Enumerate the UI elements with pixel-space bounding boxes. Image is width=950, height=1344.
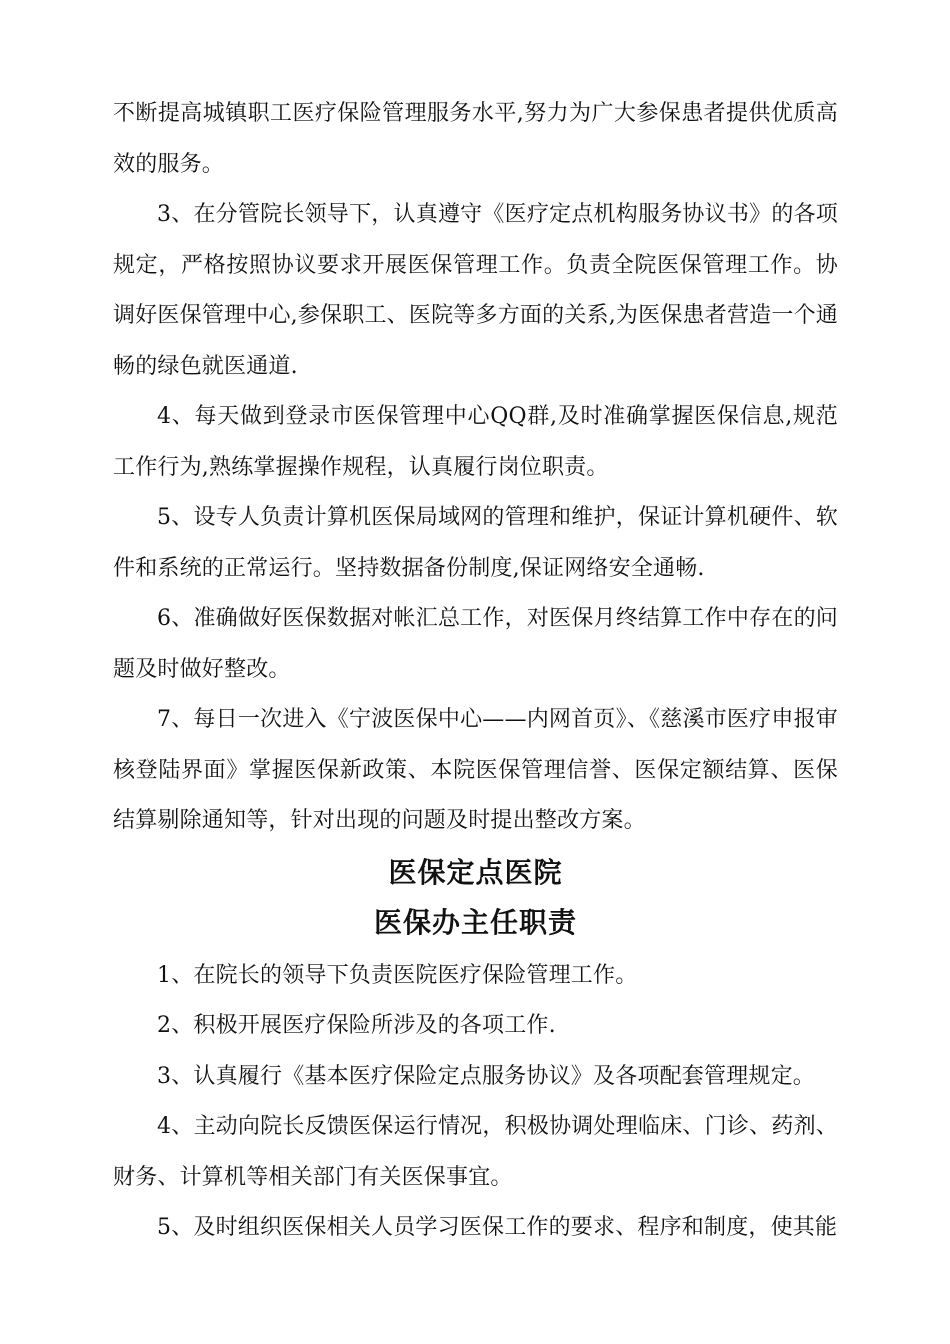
paragraph-item-6: 6、准确做好医保数据对帐汇总工作，对医保月终结算工作中存在的问题及时做好整改。 [113,606,838,682]
paragraph-continuation: 不断提高城镇职工医疗保险管理服务水平,努力为广大参保患者提供优质高效的服务。 [113,101,838,177]
paragraph-item-3: 3、在分管院长领导下，认真遵守《医疗定点机构服务协议书》的各项规定，严格按照协议要求开展医保管理工作。负责全院医保管理工作。协调好医保管理中心,参保职工、医院等多方面的关系,为医保患者营造一个通畅的绿色就医通道. [113,202,838,379]
document-body [113,89,838,1254]
paragraph-item-7: 7、每日一次进入《宁波医保中心——内网首页》、《慈溪市医疗申报审核登陆界面》掌握医保新政策、本院医保管理信誉、医保定额结算、医保结算剔除通知等，针对出现的问题及时提出整改方案。 [113,707,838,833]
duty-item-5: 5、及时组织医保相关人员学习医保工作的要求、程序和制度，使其能 [157,1215,838,1240]
duty-item-3: 3、认真履行《基本医疗保险定点服务协议》及各项配套管理规定。 [157,1063,815,1089]
duty-item-4: 4、主动向院长反馈医保运行情况，积极协调处理临床、门诊、药剂、财务、计算机等相关部门有关医保事宜。 [113,1114,838,1190]
duty-item-2: 2、积极开展医疗保险所涉及的各项工作. [157,1013,556,1038]
paragraph-item-5: 5、设专人负责计算机医保局域网的管理和维护，保证计算机硬件、软件和系统的正常运行。坚持数据备份制度,保证网络安全通畅. [113,505,838,581]
section-title-line2: 医保办主任职责 [373,905,577,939]
section-title-line1: 医保定点医院 [388,855,563,889]
paragraph-item-4: 4、每天做到登录市医保管理中心QQ群,及时准确掌握医保信息,规范工作行为,熟练掌握操作规程，认真履行岗位职责。 [113,404,838,480]
duty-item-1: 1、在院长的领导下负责医院医疗保险管理工作。 [157,962,638,988]
